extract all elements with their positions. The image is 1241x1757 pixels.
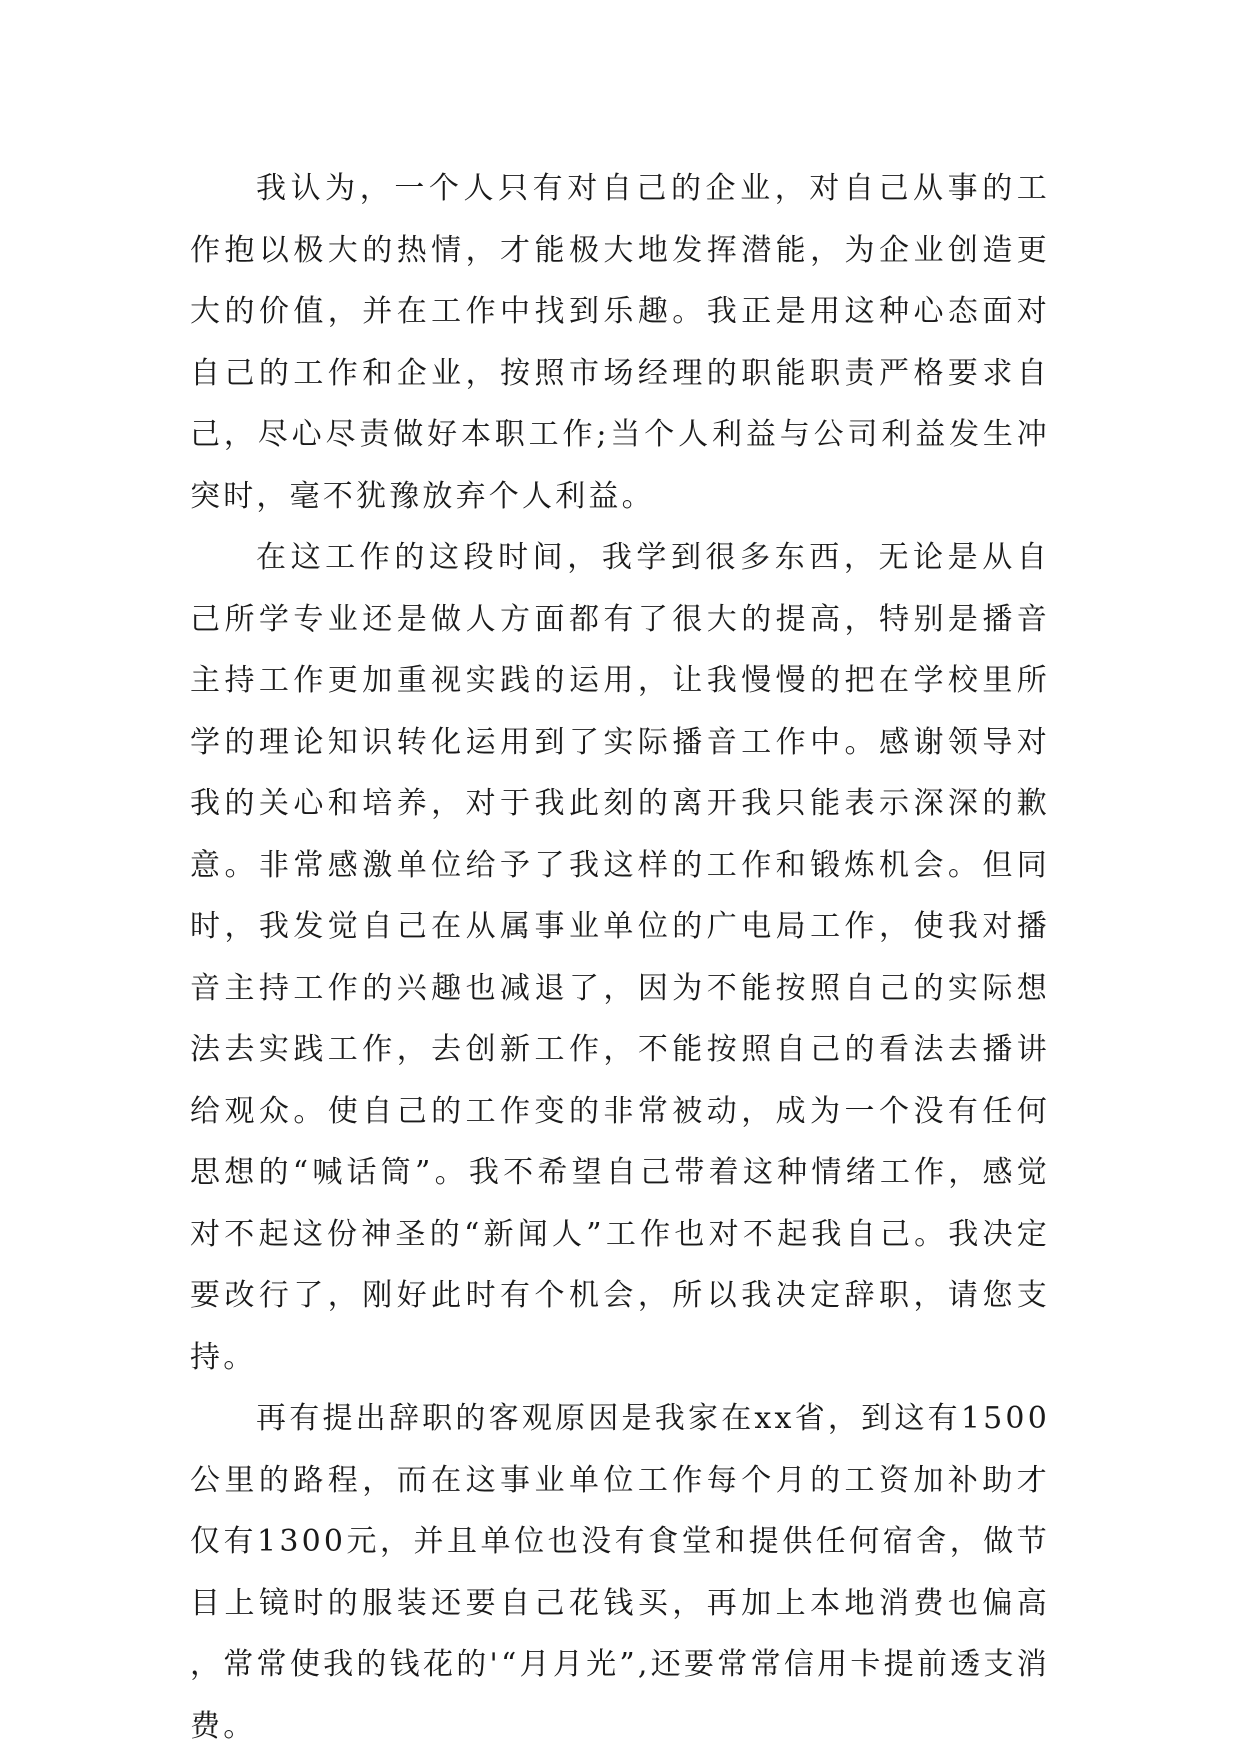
- paragraph-3: 再有提出辞职的客观原因是我家在xx省，到这有1500公里的路程，而在这事业单位工作每个月的工资加补助才仅有1300元，并且单位也没有食堂和提供任何宿舍，做节目上镜时的服装还要自己花钱买，再加上本地消费也偏高，常常使我的钱花的'“月月光”,还要常常信用卡提前透支消费。: [190, 1401, 1050, 1744]
- paragraph-1: 我认为，一个人只有对自己的企业，对自己从事的工作抱以极大的热情，才能极大地发挥潜能，为企业创造更大的价值，并在工作中找到乐趣。我正是用这种心态面对自己的工作和企业，按照市场经理的职能职责严格要求自己，尽心尽责做好本职工作;当个人利益与公司利益发生冲突时，毫不犹豫放弃个人利益。: [190, 171, 1050, 514]
- document-body: [190, 158, 1050, 1757]
- paragraph-2: 在这工作的这段时间，我学到很多东西，无论是从自己所学专业还是做人方面都有了很大的提高，特别是播音主持工作更加重视实践的运用，让我慢慢的把在学校里所学的理论知识转化运用到了实际播音工作中。感谢领导对我的关心和培养，对于我此刻的离开我只能表示深深的歉意。非常感激单位给予了我这样的工作和锻炼机会。但同时，我发觉自己在从属事业单位的广电局工作，使我对播音主持工作的兴趣也减退了，因为不能按照自己的实际想法去实践工作，去创新工作，不能按照自己的看法去播讲给观众。使自己的工作变的非常被动，成为一个没有任何思想的“喊话筒”。我不希望自己带着这种情绪工作，感觉对不起这份神圣的“新闻人”工作也对不起我自己。我决定要改行了，刚好此时有个机会，所以我决定辞职，请您支持。: [190, 540, 1050, 1375]
